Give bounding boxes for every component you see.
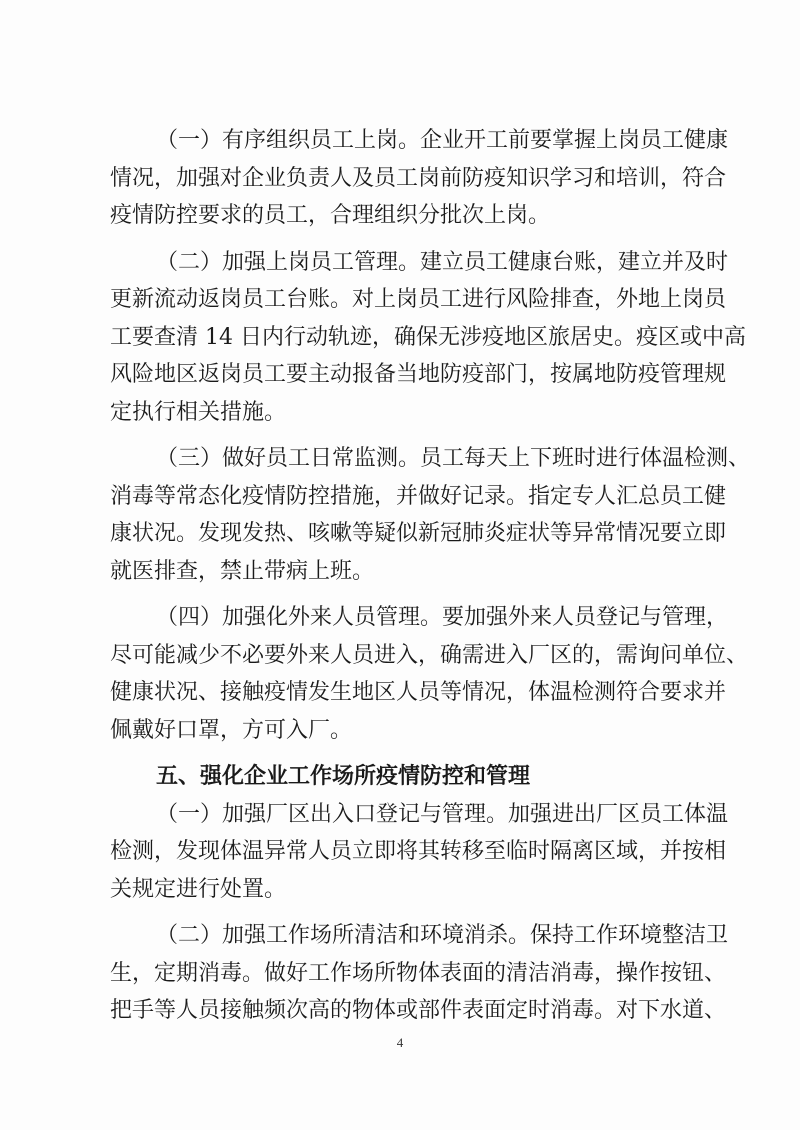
- paragraph: [110, 244, 746, 432]
- paragraph: [110, 599, 749, 749]
- text-line: 关规定进行处置。: [110, 876, 287, 902]
- text-line: 健康状况、接触疫情发生地区人员等情况，体温检测符合要求并: [110, 680, 727, 705]
- text-line: （二）加强上岗员工管理。建立员工健康台账，建立并及时: [156, 249, 729, 275]
- page-number: 4: [396, 1035, 404, 1050]
- text-line: 定执行相关措施。: [110, 399, 287, 425]
- text-line: 更新流动返岗员工台账。对上岗员工进行风险排查，外地上岗员: [110, 287, 727, 312]
- text-line: （一）有序组织员工上岗。企业开工前要掌握上岗员工健康: [156, 128, 729, 153]
- text-line: 风险地区返岗员工要主动报备当地防疫部门，按属地防疫管理规: [110, 362, 727, 387]
- paragraph: [110, 917, 729, 1030]
- paragraph: [110, 796, 729, 909]
- text-line: 情况，加强对企业负责人及员工岗前防疫知识学习和培训，符合: [110, 165, 727, 191]
- text-line: 佩戴好口罩，方可入厂。: [110, 717, 353, 743]
- text-line: （二）加强工作场所清洁和环境消杀。保持工作环境整洁卫: [156, 923, 729, 948]
- text-line: 就医排查，禁止带病上班。: [110, 558, 375, 584]
- text-line: 把手等人员接触频次高的物体或部件表面定时消毒。对下水道、: [110, 998, 727, 1023]
- text-line: 工要查清 14 日内行动轨迹，确保无涉疫地区旅居史。疫区或中高: [110, 324, 746, 350]
- text-line: 尽可能减少不必要外来人员进入，确需进入厂区的，需询问单位、: [110, 642, 749, 668]
- document-body: [110, 122, 751, 1030]
- section-heading: [110, 758, 710, 796]
- text-line: 检测，发现体温异常人员立即将其转移至临时隔离区域，并按相: [110, 839, 727, 864]
- text-line: 消毒等常态化疫情防控措施，并做好记录。指定专人汇总员工健: [110, 483, 727, 509]
- text-line: （四）加强化外来人员管理。要加强外来人员登记与管理，: [156, 605, 729, 630]
- paragraph: [110, 122, 729, 235]
- text-line: （三）做好员工日常监测。员工每天上下班时进行体温检测、: [156, 446, 751, 471]
- text-line: 康状况。发现发热、咳嗽等疑似新冠肺炎症状等异常情况要立即: [110, 521, 727, 546]
- text-line: 疫情防控要求的员工，合理组织分批次上岗。: [110, 203, 551, 228]
- text-line: （一）加强厂区出入口登记与管理。加强进出厂区员工体温: [156, 801, 729, 827]
- paragraph: [110, 440, 751, 590]
- text-line: 生，定期消毒。做好工作场所物体表面的清洁消毒，操作按钮、: [110, 960, 727, 986]
- text-line: 五、强化企业工作场所疫情防控和管理: [156, 764, 531, 789]
